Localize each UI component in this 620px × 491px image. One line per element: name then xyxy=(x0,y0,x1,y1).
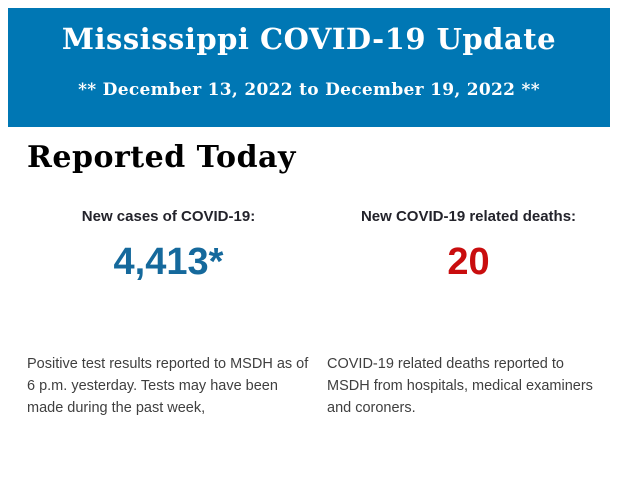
banner-title: Mississippi COVID-19 Update xyxy=(61,22,557,56)
cases-description: Positive test results reported to MSDH as of 6 p.m. yesterday. Tests may have been made during the past week, xyxy=(27,355,309,416)
stats-row xyxy=(27,208,601,284)
deaths-description: COVID-19 related deaths reported to MSDH from hospitals, medical examiners and coroners. xyxy=(327,355,593,416)
cases-label: New cases of COVID-19: xyxy=(81,208,256,225)
main-content xyxy=(27,140,601,433)
descriptions-row xyxy=(27,338,601,433)
banner-date-range: ** December 13, 2022 to December 19, 2022 ** xyxy=(78,80,540,100)
cases-value: 4,413* xyxy=(113,241,224,283)
header-banner xyxy=(8,8,610,127)
deaths-value: 20 xyxy=(447,241,490,283)
deaths-label: New COVID-19 related deaths: xyxy=(360,208,577,225)
covid-update-graphic xyxy=(0,8,620,491)
cases-stat xyxy=(27,208,310,284)
deaths-stat xyxy=(327,208,610,284)
section-heading: Reported Today xyxy=(27,140,296,175)
